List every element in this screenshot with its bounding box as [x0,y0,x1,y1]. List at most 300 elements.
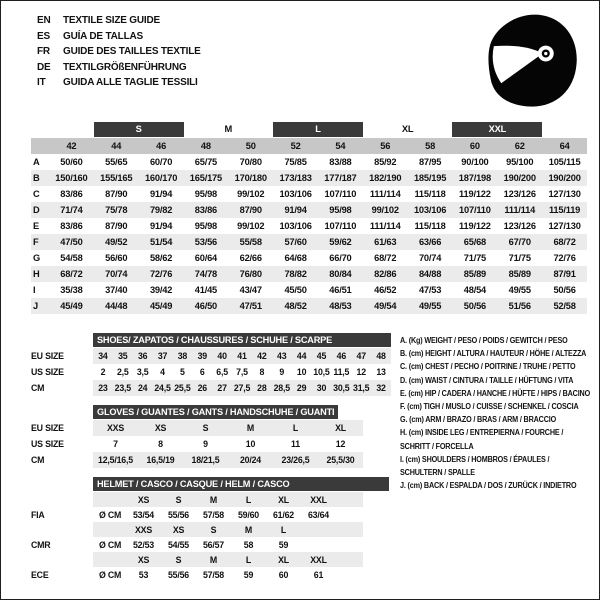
row-letter: H [33,269,40,279]
ece-sizes-row [31,552,391,567]
measure-cell: 48/52 [284,301,307,311]
shoe-size-cell: 28 [257,383,267,393]
measure-cell: 82/86 [374,269,397,279]
shoe-size-cell: 27 [217,383,227,393]
helmet-size-cell: S [210,524,217,535]
measure-cell: 59/62 [329,237,352,247]
helmet-size-cell: L [245,494,252,505]
shoe-size-cell: 6 [199,367,205,377]
row-letter: G [33,253,41,263]
measure-row-e [31,218,587,234]
legend-item: D. (cm) WAIST / CINTURA / TAILLE / HÜFTUNG / VITA [400,374,574,385]
measure-cell: 63/66 [418,237,442,247]
gloves-cm-row [31,452,391,468]
measure-cell: 123/126 [503,221,536,231]
measure-cell: 54/58 [60,253,83,263]
measure-cell: 103/106 [279,221,312,231]
measure-row-i [31,282,587,298]
row-letter: A [33,157,40,167]
helmet-size-cell: 61 [313,569,324,580]
measure-cell: 90/100 [461,157,489,167]
row-letter: I [33,285,36,295]
shoes-title-bar: SHOES/ ZAPATOS / CHAUSSURES / SCHUHE / SCARPE [93,333,391,347]
legend-item: I. (cm) SHOULDERS / HOMBROS / ÉPAULES / SCHULTERN / SPALLE [400,453,550,478]
measure-cell: 47/50 [60,237,83,247]
helmet-size-cell: 56/57 [202,539,224,550]
shoe-size-cell: 28,5 [273,383,290,393]
shoe-size-cell: 10,5 [313,367,330,377]
ece-values [93,567,363,582]
size-number-cell: 56 [380,141,391,151]
size-number-cell: 48 [200,141,211,151]
measure-cell: 79/82 [149,205,173,215]
measure-row-c [31,186,587,202]
shoe-size-cell: 45 [316,351,327,361]
measure-row-g [31,250,587,266]
shoes-table [31,332,391,396]
fia-sizes-row [31,492,391,507]
helmet-size-cell: L [245,554,252,565]
shoes-us-row [31,364,391,380]
helmet-size-cell: XXS [134,524,152,535]
measure-cell: 47/51 [239,301,262,311]
size-number-cell: 46 [156,141,167,151]
size-group-row [31,121,587,138]
glove-size-cell: 18/21,5 [191,455,220,465]
glove-size-cell: L [292,423,299,433]
measure-cell: 99/102 [371,205,399,215]
measure-cell: 85/89 [508,269,531,279]
standard-label: ECE [31,569,49,580]
helmet-size-cell: 59 [243,569,254,580]
measure-cell: 46/51 [329,285,352,295]
measure-cell: 46/52 [374,285,397,295]
measure-cell: 70/74 [418,253,442,263]
measure-cell: 177/187 [324,173,357,183]
measure-cell: 103/106 [413,205,447,215]
measure-cell: 65/75 [194,157,218,167]
measure-cell: 50/56 [553,285,576,295]
measure-cell: 103/106 [279,189,312,199]
measure-cell: 50/60 [60,157,83,167]
measure-cell: 49/55 [418,301,442,311]
measure-cell: 68/72 [374,253,397,263]
shoe-size-cell: 24,5 [154,383,171,393]
measure-cell: 187/198 [458,173,492,183]
size-number-header-row [31,138,587,154]
measure-cell: 87/90 [239,205,262,215]
measure-cell: 83/86 [60,189,83,199]
lang-row-fr [37,44,201,60]
helmet-header-row [31,476,391,491]
measure-cell: 111/114 [369,221,401,231]
shoes-cm-row [31,380,391,396]
diameter-unit-label: Ø CM [99,509,122,520]
measurement-legend [400,334,592,492]
helmet-size-cell: 60 [278,569,289,580]
measure-cell: 53/56 [194,237,218,247]
measure-cell: 111/114 [504,205,536,215]
measure-cell: 190/200 [548,173,581,183]
row-label: CM [31,455,45,465]
helmet-size-cell: XS [137,554,150,565]
glove-size-cell: 8 [158,439,163,449]
standard-label: FIA [31,509,45,520]
shoe-size-cell: 10 [296,367,307,377]
cmr-size-labels [93,522,363,537]
measure-cell: 48/54 [463,285,487,295]
measure-row-d [31,202,587,218]
measure-cell: 45/49 [149,301,173,311]
measure-cell: 95/100 [506,157,534,167]
shoe-size-cell: 29 [296,383,307,393]
shoes-eu-values [93,348,391,364]
size-group-xl: XL [401,124,414,134]
measure-cell: 64/68 [284,253,307,263]
shoe-size-cell: 39 [197,351,207,361]
measure-cell: 85/92 [374,157,397,167]
shoe-size-cell: 25,5 [174,383,191,393]
size-number-cell: 64 [559,141,570,151]
measure-cell: 52/58 [553,301,576,311]
lang-code: FR [37,46,50,58]
cmr-sizes-row [31,522,391,537]
helmet-size-cell: XL [278,554,289,565]
shoe-size-cell: 44 [296,351,307,361]
measure-cell: 74/78 [194,269,218,279]
measure-cell: 60/70 [149,157,173,167]
shoe-size-cell: 3,5 [136,367,149,377]
size-number-cell: 62 [514,141,525,151]
shoes-header-row [31,332,391,347]
glove-size-cell: 25,5/30 [326,455,355,465]
measure-cell: 49/55 [508,285,531,295]
measure-cell: 50/56 [463,301,487,311]
lang-code: EN [37,15,51,26]
helmet-size-cell: XS [137,494,150,505]
fia-values-row [31,507,391,522]
measure-row-h [31,266,587,282]
size-number-cell: 52 [290,141,301,151]
row-letter: F [33,237,39,247]
glove-size-cell: 10 [245,439,256,449]
lang-title: TEXTILE SIZE GUIDE [63,15,160,26]
measure-cell: 71/75 [463,253,487,263]
legend-item: A. (Kg) WEIGHT / PESO / POIDS / GEWITCH / PESO [400,335,568,345]
helmet-size-cell: 52/53 [132,539,154,550]
measure-cell: 95/98 [329,205,352,215]
shoe-size-cell: 48 [376,351,386,361]
helmet-size-cell: 55/56 [167,569,189,580]
measure-row-b [31,170,587,186]
measure-cell: 60/64 [194,253,218,263]
shoe-size-cell: 37 [157,351,168,361]
helmet-size-cell: S [175,554,182,565]
legend-item: J. (cm) BACK / ESPALDA / DOS / ZURÜCK / INDIETRO [400,480,577,491]
measure-cell: 84/88 [418,269,442,279]
row-letter: E [33,221,40,231]
shoe-size-cell: 32 [376,383,386,393]
shoe-size-cell: 35 [118,351,128,361]
measure-cell: 55/58 [239,237,262,247]
helmet-size-cell: M [209,554,218,565]
shoe-size-cell: 38 [177,351,188,361]
measure-cell: 80/84 [329,269,352,279]
helmet-size-cell: L [280,524,287,535]
measure-cell: 56/60 [105,253,128,263]
measure-cell: 83/86 [60,221,83,231]
measure-cell: 75/85 [284,157,307,167]
shoe-size-cell: 5 [180,367,185,377]
measure-cell: 115/119 [548,205,581,215]
measure-cell: 119/122 [459,189,491,199]
shoe-size-cell: 4 [160,367,165,377]
shoe-size-cell: 43 [277,351,287,361]
row-letter: B [33,173,40,183]
helmet-size-cell: 55/56 [167,509,189,520]
size-group-s: S [94,122,184,137]
lang-row-it [37,75,201,91]
gloves-eu-values [93,420,363,436]
measure-cell: 48/53 [329,301,352,311]
row-label: EU SIZE [31,351,64,361]
glove-size-cell: 7 [113,439,118,449]
row-letter: D [33,205,40,215]
measure-cell: 61/63 [374,237,397,247]
textile-size-table [31,121,587,314]
shoe-size-cell: 8 [259,367,265,377]
measure-cell: 91/94 [284,205,307,215]
gloves-us-values [93,436,363,452]
legend-item: E. (cm) HIP / CADERA / HANCHE / HÜFTE / HIPS / BACINO [400,387,591,398]
size-number-cell: 42 [66,141,77,151]
measure-cell: 70/80 [239,157,262,167]
size-number-cell: 50 [245,141,256,151]
measure-cell: 57/60 [284,237,307,247]
measure-row-f [31,234,587,250]
shoe-size-cell: 26 [197,383,207,393]
shoe-size-cell: 2,5 [116,367,129,377]
measure-cell: 91/94 [149,189,173,199]
gloves-eu-row [31,420,391,436]
language-header [37,13,201,91]
helmet-table [31,476,391,582]
measure-cell: 75/78 [105,205,128,215]
glove-size-cell: XS [154,423,167,433]
shoe-size-cell: 41 [237,351,247,361]
glove-size-cell: XL [335,423,346,433]
helmet-size-cell: M [209,494,218,505]
row-letter: J [33,301,38,311]
size-number-cell: 58 [425,141,436,151]
glove-size-cell: 23/26,5 [281,455,310,465]
legend-item: B. (cm) HEIGHT / ALTURA / HAUTEUR / HÖHE / ALTEZZA [400,348,587,359]
glove-size-cell: M [246,423,255,433]
measure-cell: 49/54 [374,301,397,311]
glove-size-cell: 20/24 [239,455,261,465]
size-group-m: M [224,124,233,134]
measure-cell: 71/75 [508,253,531,263]
measure-cell: 105/115 [548,157,581,167]
lang-title: TEXTILGRÖßENFÜHRUNG [63,61,187,73]
measure-cell: 65/68 [463,237,487,247]
measure-cell: 99/102 [237,221,265,231]
size-group-xxl: XXL [452,122,542,137]
measure-cell: 107/110 [324,189,357,199]
measure-cell: 66/70 [329,253,352,263]
shoe-size-cell: 27,5 [233,383,251,393]
measure-cell: 72/76 [149,269,173,279]
measure-cell: 173/183 [279,173,312,183]
measure-cell: 127/130 [548,189,581,199]
measure-cell: 51/56 [508,301,531,311]
measure-cell: 67/70 [508,237,531,247]
helmet-size-cell: 61/62 [272,509,294,520]
spacer [31,396,391,404]
standard-label: CMR [31,539,51,550]
helmet-size-cell: 53/54 [132,509,154,520]
shoe-size-cell: 13 [376,367,386,377]
glove-size-cell: 11 [291,439,300,449]
size-group-l: L [273,122,363,137]
measure-cell: 87/91 [553,269,576,279]
legend-item: H. (cm) INSIDE LEG / ENTREPIERNA / FOURCHE / SCHRITT / FORCELLA [400,427,564,451]
lang-title: GUIDE DES TAILLES TEXTILE [63,46,201,58]
size-number-cell: 60 [469,141,480,151]
glove-size-cell: XXS [106,423,124,433]
glove-size-cell: 12,5/16,5 [98,455,133,465]
glove-size-cell: S [202,423,209,433]
racing-helmet-icon [479,9,585,115]
measure-cell: 70/74 [105,269,128,279]
shoes-cm-values [93,380,391,396]
helmet-size-cell: 54/55 [167,539,189,550]
helmet-size-cell: 59/60 [237,509,259,520]
row-label: EU SIZE [31,423,64,433]
gloves-title-bar: GLOVES / GUANTES / GANTS / HANDSCHUHE / GUANTI [93,405,338,419]
helmet-size-cell: 58 [243,539,254,550]
measure-cell: 127/130 [548,221,581,231]
helmet-size-cell: M [244,524,253,535]
measure-cell: 47/53 [418,285,442,295]
helmet-size-cell: 57/58 [202,509,224,520]
helmet-size-cell: XS [172,524,185,535]
measure-cell: 190/200 [503,173,536,183]
shoes-eu-row [31,348,391,364]
accessory-tables [31,332,391,582]
measure-cell: 45/50 [284,285,307,295]
lang-code: DE [37,61,51,73]
measure-row-a [31,154,587,170]
lang-row-en [37,13,201,29]
row-label: US SIZE [31,367,64,377]
measure-cell: 78/82 [284,269,307,279]
gloves-cm-values [93,452,363,468]
cmr-values-row [31,537,391,552]
shoe-size-cell: 24 [137,383,148,393]
measure-cell: 49/52 [105,237,128,247]
fia-size-labels [93,492,363,507]
measure-cell: 51/54 [149,237,173,247]
legend-item: F. (cm) TIGH / MUSLO / CUISSE / SCHENKEL / COSCIA [400,401,579,412]
measure-cell: 115/118 [414,221,446,231]
spacer [31,468,391,476]
shoe-size-cell: 30 [316,383,327,393]
measure-cell: 150/160 [55,173,88,183]
shoe-size-cell: 9 [279,367,285,377]
measure-cell: 111/114 [369,189,401,199]
helmet-size-cell: 63/64 [307,509,329,520]
measure-cell: 155/165 [100,173,133,183]
helmet-size-cell: 53 [138,569,149,580]
measure-cell: 46/50 [194,301,218,311]
measure-cell: 87/90 [105,189,128,199]
legend-item: G. (cm) ARM / BRAZO / BRAS / ARM / BRACCIO [400,414,557,425]
fia-values [93,507,363,522]
measure-cell: 45/49 [60,301,83,311]
measure-cell: 83/86 [194,205,218,215]
shoe-size-cell: 42 [257,351,267,361]
diameter-unit-label: Ø CM [99,569,122,580]
cmr-values [93,537,363,552]
measure-cell: 99/102 [237,189,265,199]
helmet-size-cell: S [175,494,182,505]
lang-title: GUÍA DE TALLAS [63,30,143,42]
lang-row-de [37,60,201,76]
helmet-size-cell: XXL [310,554,327,565]
shoe-size-cell: 23 [98,383,108,393]
measure-cell: 35/38 [60,285,83,295]
size-number-cell: 54 [335,141,346,151]
measure-cell: 72/76 [553,253,576,263]
shoe-size-cell: 12 [356,367,366,377]
shoe-size-cell: 7,5 [236,367,248,377]
measure-cell: 160/170 [144,173,178,183]
row-label: US SIZE [31,439,64,449]
measure-cell: 107/110 [324,221,357,231]
measure-cell: 91/94 [149,221,173,231]
measure-cell: 76/80 [239,269,262,279]
measure-cell: 41/45 [194,285,218,295]
measure-cell: 182/190 [369,173,402,183]
size-number-cell: 44 [111,141,122,151]
ece-size-labels [93,552,363,567]
lang-row-es [37,29,201,45]
helmet-size-cell: 59 [278,539,289,550]
shoe-size-cell: 34 [98,351,108,361]
diameter-unit-label: Ø CM [99,539,122,550]
measure-cell: 68/72 [60,269,83,279]
helmet-size-cell: 57/58 [202,569,224,580]
lang-code: ES [37,30,50,42]
measure-cell: 119/122 [459,221,491,231]
measure-cell: 68/72 [553,237,576,247]
measure-cell: 43/47 [239,285,262,295]
shoe-size-cell: 2 [100,367,106,377]
shoe-size-cell: 36 [137,351,148,361]
glove-size-cell: 9 [203,439,208,449]
gloves-header-row [31,404,391,419]
measure-cell: 107/110 [459,205,491,215]
measure-cell: 95/98 [194,189,218,199]
measure-cell: 39/42 [149,285,173,295]
gloves-us-row [31,436,391,452]
measure-cell: 165/175 [189,173,223,183]
shoe-size-cell: 23,5 [114,383,131,393]
measure-cell: 58/62 [149,253,173,263]
glove-size-cell: 16,5/19 [146,455,175,465]
measure-row-j [31,298,587,314]
